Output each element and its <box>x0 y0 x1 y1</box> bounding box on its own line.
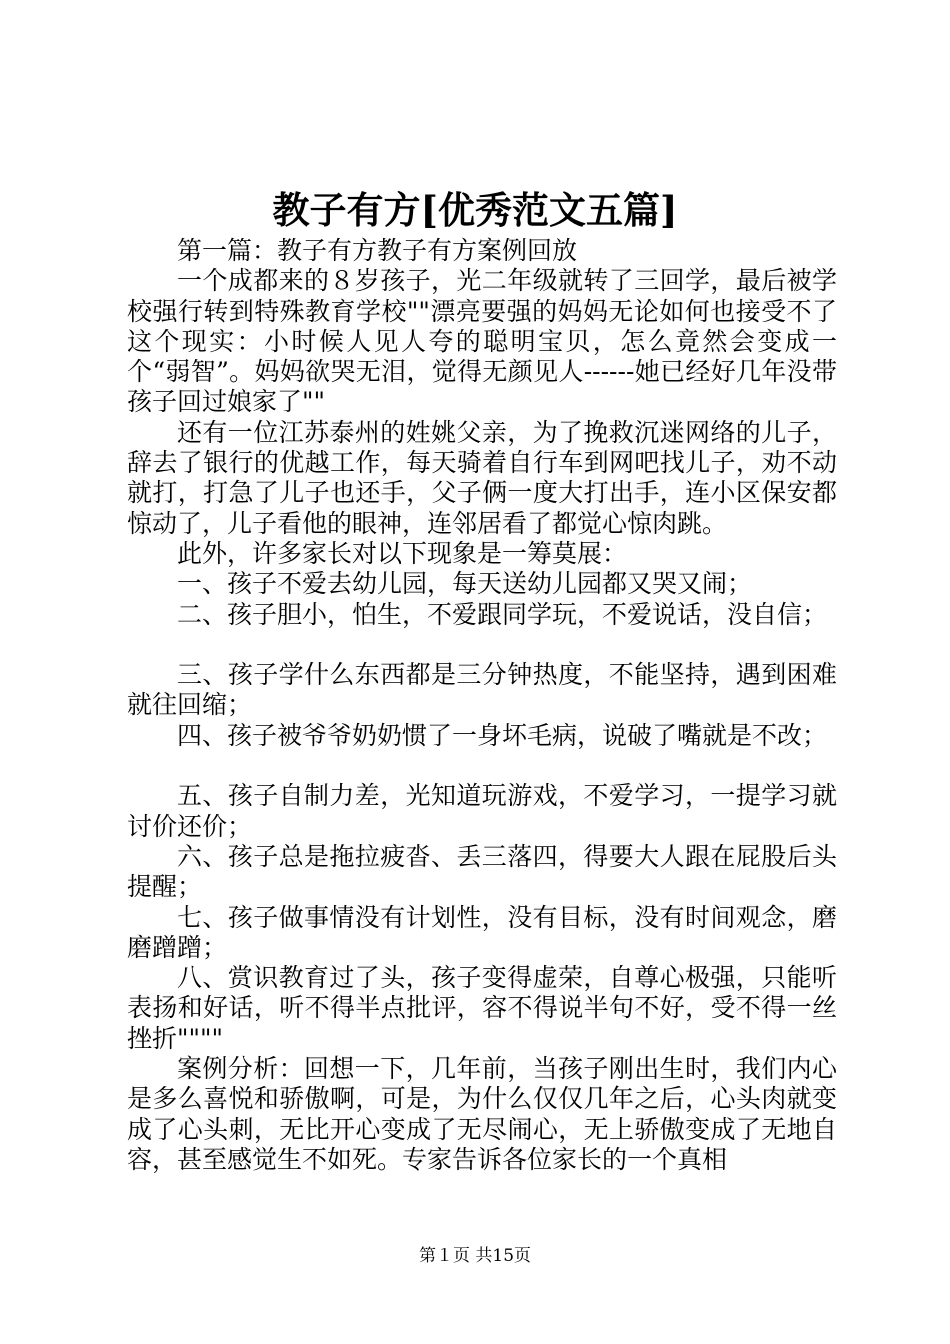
list-item: 七、孩子做事情没有计划性，没有目标，没有时间观念，磨磨蹭蹭； <box>127 902 837 962</box>
list-item: 三、孩子学什么东西都是三分钟热度，不能坚持，遇到困难就往回缩； <box>127 660 837 720</box>
list-item: 一、孩子不爱去幼儿园，每天送幼儿园都又哭又闹； <box>177 569 753 599</box>
paragraph: 此外，许多家长对以下现象是一筹莫展： <box>177 538 628 568</box>
page-number-footer: 第１页 共15页 <box>418 1246 532 1266</box>
document-body <box>127 236 837 1175</box>
list-item: 六、孩子总是拖拉疲沓、丢三落四，得要大人跟在屁股后头提醒； <box>127 841 837 902</box>
paragraph: 案例分析：回想一下，几年前，当孩子刚出生时，我们内心是多么喜悦和骄傲啊，可是，为什么仅仅几年之后，心头肉就变成了心头刺，无比开心变成了无尽闹心，无上骄傲变成了无地自容，甚至感觉生不如死。专家告诉各位家长的一个真相 <box>127 1054 837 1174</box>
list-item: 五、孩子自制力差，光知道玩游戏，不爱学习，一提学习就讨价还价； <box>127 781 837 841</box>
paragraph: 还有一位江苏泰州的姓姚父亲，为了挽救沉迷网络的儿子，辞去了银行的优越工作，每天骑着自行车到网吧找儿子，劝不动就打，打急了儿子也还手，父子俩一度大打出手，连小区保安都惊动了，儿子看他的眼神，连邻居看了都觉心惊肉跳。 <box>127 417 837 538</box>
document-title: 教子有方[优秀范文五篇] <box>272 188 678 232</box>
list-item: 八、赏识教育过了头，孩子变得虚荣，自尊心极强，只能听表扬和好话，听不得半点批评，容不得说半句不好，受不得一丝挫折"""" <box>127 963 837 1053</box>
list-item: 二、孩子胆小，怕生，不爱跟同学玩，不爱说话，没自信； <box>177 599 828 629</box>
list-item: 四、孩子被爷爷奶奶惯了一身坏毛病，说破了嘴就是不改； <box>177 720 828 750</box>
paragraph: 一个成都来的８岁孩子，光二年级就转了三回学，最后被学校强行转到特殊教育学校""漂亮要强的妈妈无论如何也接受不了这个现实：小时候人见人夸的聪明宝贝，怎么竟然会变成一个“弱智”。妈妈欲哭无泪，觉得无颜见人------她已经好几年没带孩子回过娘家了"" <box>127 266 837 417</box>
paragraph-heading: 第一篇：教子有方教子有方案例回放 <box>177 236 578 265</box>
